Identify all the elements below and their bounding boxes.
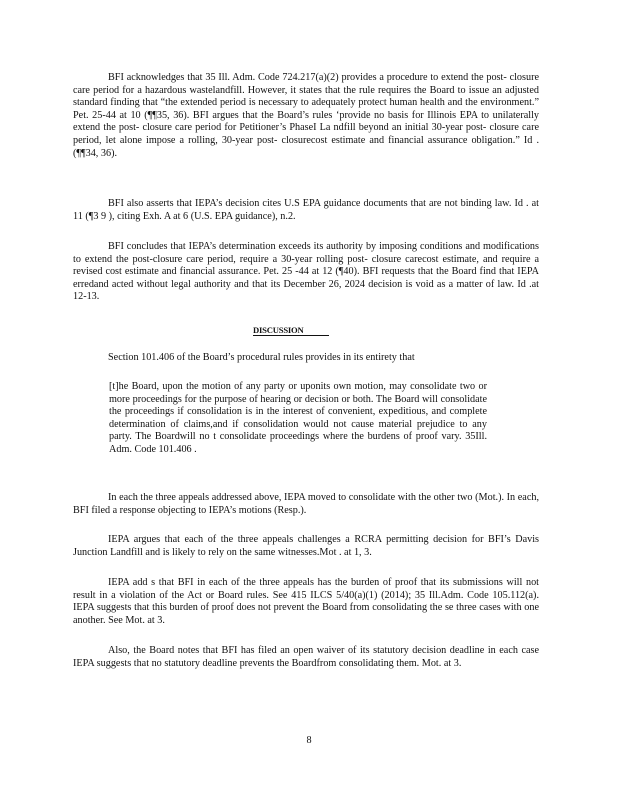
paragraph-bfi-concludes (73, 241, 539, 304)
paragraph-text: BFI acknowledges that 35 Ill. Adm. Code 724.217(a)(2) provides a procedure to extend the post- closure care period for a hazardous wastelandfill. However, it states that the rule requires the Board to issue an adjusted standard finding that “the extended period is necessary to adequately protect human health and the environment.” Pet. 25-44 at 10 (¶¶35, 36). BFI argues that the Board’s rules ‘provide no basis for Illinois EPA to unilaterally extend the post- closure care period for Petitioner’s PhaseI La ndfill beyond an initial 30-year post- closure care period, let alone impose a rolling, 30-year post- closurecost estimate and financial assurance obligation.” Id . (¶¶34, 36). (73, 72, 539, 159)
paragraph-text: IEPA argues that each of the three appeals challenges a RCRA permitting decision for BFI’s Davis Junction Landfill and is likely to rely on the same witnesses.Mot . at 1, 3. (73, 534, 539, 558)
paragraph-bfi-asserts (73, 198, 539, 223)
paragraph-three-appeals (73, 492, 539, 517)
paragraph-section-101-406 (73, 352, 539, 365)
paragraph-text: In each the three appeals addressed above, IEPA moved to consolidate with the other two (Mot.). In each, BFI filed a response objecting to IEPA’s motions (Resp.). (73, 492, 539, 516)
paragraph-text: Section 101.406 of the Board’s procedural rules provides in its entirety that (108, 352, 415, 363)
section-heading: DISCUSSION (253, 325, 329, 336)
paragraph-iepa-argues (73, 534, 539, 559)
paragraph-text: BFI also asserts that IEPA’s decision cites U.S EPA guidance documents that are not binding law. Id . at 11 (¶3 9 ), citing Exh. A at 6 (U.S. EPA guidance), n.2. (73, 198, 539, 222)
paragraph-board-notes (73, 645, 539, 670)
paragraph-text: Also, the Board notes that BFI has filed an open waiver of its statutory decision deadline in each case IEPA suggests that no statutory deadline prevents the Boardfrom consolidating them. Mot. at 3. (73, 645, 539, 669)
page-number: 8 (306, 735, 312, 746)
block-quote: [t]he Board, upon the motion of any party or uponits own motion, may consolidate two or more proceedings for the purpose of hearing or decision or both. The Board will consolidate the proceedings if consolidation is in the interest of convenient, expeditious, and complete determination of claims,and if consolidation would not cause material prejudice to any party. The Boardwill no t consolidate proceedings where the burdens of proof vary. 35Ill. Adm. Code 101.406 . (109, 381, 487, 455)
paragraph-bfi-acknowledges (73, 72, 539, 160)
paragraph-text: BFI concludes that IEPA’s determination exceeds its authority by imposing conditions and modifications to extend the post-closure care period, require a 30-year rolling post- closure carecost estimate, and require a revised cost estimate and financial assurance. Pet. 25 -44 at 12 (¶40). BFI requests that the Board find that IEPA erredand acted without legal authority and that its December 26, 2024 decision is void as a matter of law. Id .at 12-13. (73, 241, 539, 303)
paragraph-iepa-adds (73, 577, 539, 627)
paragraph-text: IEPA add s that BFI in each of the three appeals has the burden of proof that its submissions will not result in a violation of the Act or Board rules. See 415 ILCS 5/40(a)(1) (2014); 35 Ill.Adm. Code 105.112(a). IEPA suggests that this burden of proof does not prevent the Board from consolidating the se three cases with one another. See Mot. at 3. (73, 577, 539, 626)
